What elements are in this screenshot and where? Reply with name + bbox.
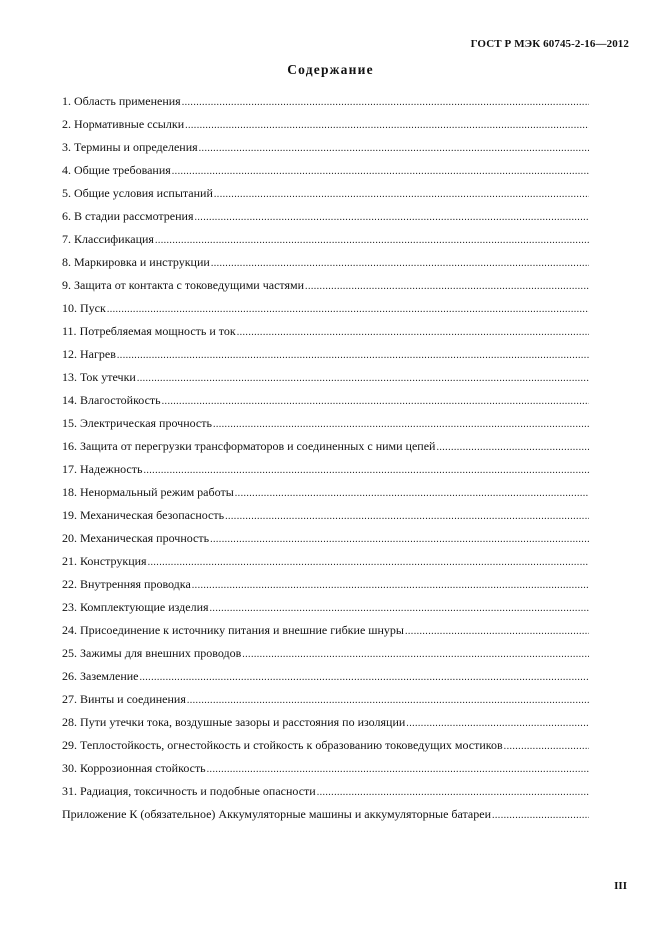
toc-entry-number: 14. [62,393,77,407]
toc-entry[interactable] [62,622,589,645]
toc-dot-leader [182,95,589,111]
toc-entry[interactable] [62,691,589,714]
toc-entry-label: Конструкция [80,554,147,568]
toc-dot-leader [317,785,589,801]
toc-entry[interactable] [62,369,589,392]
toc-entry-number: 17. [62,462,77,476]
toc-dot-leader [210,601,589,617]
toc-dot-leader [210,532,589,548]
toc-entry-label: Общие условия испытаний [74,186,213,200]
toc-entry[interactable] [62,806,589,829]
toc-entry[interactable] [62,185,589,208]
toc-entry-label: Маркировка и инструкции [74,255,210,269]
toc-entry-number: 11. [62,324,77,338]
toc-entry-number: 15. [62,416,77,430]
toc-entry[interactable] [62,323,589,346]
toc-entry-number: 20. [62,531,77,545]
toc-entry[interactable] [62,668,589,691]
toc-entry[interactable] [62,576,589,599]
toc-entry[interactable] [62,760,589,783]
toc-dot-leader [211,256,589,272]
toc-entry-number: 9. [62,278,71,292]
toc-entry-label: Теплостойкость, огнестойкость и стойкость к образованию токоведущих мостиков [80,738,503,752]
toc-entry-label: Нормативные ссылки [74,117,185,131]
toc-dot-leader [305,279,589,295]
toc-entry-number: 28. [62,715,77,729]
toc-dot-leader [406,716,589,732]
toc-entry[interactable] [62,461,589,484]
toc-dot-leader [143,463,589,479]
toc-entry[interactable] [62,415,589,438]
toc-entry-number: 3. [62,140,71,154]
toc-entry-number: 27. [62,692,77,706]
toc-entry-label: Заземление [80,669,139,683]
toc-entry-number: 22. [62,577,77,591]
toc-entry-label: Пуск [80,301,106,315]
toc-entry-label: Общие требования [74,163,171,177]
toc-entry-label: Механическая безопасность [80,508,225,522]
toc-dot-leader [139,670,589,686]
toc-dot-leader [187,693,589,709]
toc-entry[interactable] [62,484,589,507]
toc-entry-label: Радиация, токсичность и подобные опасности [80,784,316,798]
toc-entry[interactable] [62,645,589,668]
page-number: III [614,880,627,892]
toc-entry-number: 2. [62,117,71,131]
toc-entry-label: Область применения [74,94,181,108]
toc-entry-label: Приложение К (обязательное) Аккумуляторные машины и аккумуляторные батареи [62,807,491,821]
toc-entry[interactable] [62,277,589,300]
toc-entry[interactable] [62,139,589,162]
toc-entry-number: 31. [62,784,77,798]
toc-entry-label: Ток утечки [80,370,136,384]
toc-entry-label: Зажимы для внешних проводов [80,646,242,660]
toc-entry-label: Термины и определения [74,140,198,154]
toc-dot-leader [185,118,589,134]
toc-entry-number: 13. [62,370,77,384]
toc-entry-label: Потребляемая мощность и ток [79,324,236,338]
toc-dot-leader [117,348,589,364]
toc-dot-leader [492,808,589,824]
toc-entry[interactable] [62,162,589,185]
toc-entry-number: 23. [62,600,77,614]
toc-entry[interactable] [62,737,589,760]
toc-entry-number: 29. [62,738,77,752]
toc-entry[interactable] [62,346,589,369]
toc-entry-number: 16. [62,439,77,453]
toc-dot-leader [237,325,589,341]
toc-entry-label: Нагрев [80,347,116,361]
toc-dot-leader [155,233,589,249]
toc-dot-leader [504,739,589,755]
standard-code: ГОСТ Р МЭК 60745-2-16—2012 [470,38,629,50]
toc-dot-leader [225,509,589,525]
toc-entry-number: 1. [62,94,71,108]
toc-entry-label: Винты и соединения [80,692,186,706]
toc-entry-number: 8. [62,255,71,269]
toc-entry-number: 24. [62,623,77,637]
toc-dot-leader [405,624,589,640]
toc-entry-number: 6. [62,209,71,223]
toc-dot-leader [242,647,589,663]
toc-dot-leader [148,555,589,571]
toc-entry-label: Комплектующие изделия [80,600,209,614]
toc-entry[interactable] [62,392,589,415]
toc-dot-leader [195,210,590,226]
toc-entry[interactable] [62,300,589,323]
toc-entry-label: Надежность [80,462,143,476]
toc-title: Содержание [287,62,374,77]
toc-entry-label: Классификация [74,232,154,246]
toc-dot-leader [192,578,589,594]
toc-entry-number: 21. [62,554,77,568]
toc-entry[interactable] [62,714,589,737]
toc-dot-leader [162,394,589,410]
table-of-contents [62,93,589,829]
toc-entry-label: Присоединение к источнику питания и внешние гибкие шнуры [80,623,404,637]
toc-entry[interactable] [62,116,589,139]
toc-dot-leader [213,417,589,433]
toc-dot-leader [436,440,589,456]
toc-entry-number: 26. [62,669,77,683]
toc-entry-label: Механическая прочность [80,531,210,545]
toc-dot-leader [172,164,589,180]
toc-entry-label: Защита от контакта с токоведущими частями [74,278,305,292]
toc-entry-number: 4. [62,163,71,177]
toc-entry-number: 5. [62,186,71,200]
toc-entry[interactable] [62,254,589,277]
toc-entry-label: Ненормальный режим работы [80,485,234,499]
toc-entry-number: 30. [62,761,77,775]
toc-entry-label: В стадии рассмотрения [74,209,194,223]
toc-dot-leader [199,141,589,157]
toc-entry-number: 12. [62,347,77,361]
toc-dot-leader [214,187,589,203]
toc-entry[interactable] [62,208,589,231]
toc-entry-label: Пути утечки тока, воздушные зазоры и расстояния по изоляции [80,715,406,729]
toc-entry-number: 25. [62,646,77,660]
toc-dot-leader [107,302,589,318]
toc-dot-leader [235,486,589,502]
toc-entry[interactable] [62,599,589,622]
toc-entry-label: Коррозионная стойкость [80,761,206,775]
toc-entry[interactable] [62,93,589,116]
toc-entry-number: 19. [62,508,77,522]
toc-entry[interactable] [62,783,589,806]
toc-entry[interactable] [62,530,589,553]
toc-entry[interactable] [62,438,589,461]
toc-entry-number: 10. [62,301,77,315]
toc-entry-number: 7. [62,232,71,246]
toc-entry-label: Электрическая прочность [80,416,212,430]
toc-entry[interactable] [62,231,589,254]
toc-dot-leader [137,371,589,387]
toc-entry[interactable] [62,553,589,576]
toc-entry[interactable] [62,507,589,530]
toc-entry-label: Защита от перегрузки трансформаторов и соединенных с ними цепей [80,439,436,453]
toc-dot-leader [207,762,589,778]
toc-entry-label: Влагостойкость [80,393,161,407]
toc-entry-number: 18. [62,485,77,499]
toc-entry-label: Внутренняя проводка [80,577,191,591]
